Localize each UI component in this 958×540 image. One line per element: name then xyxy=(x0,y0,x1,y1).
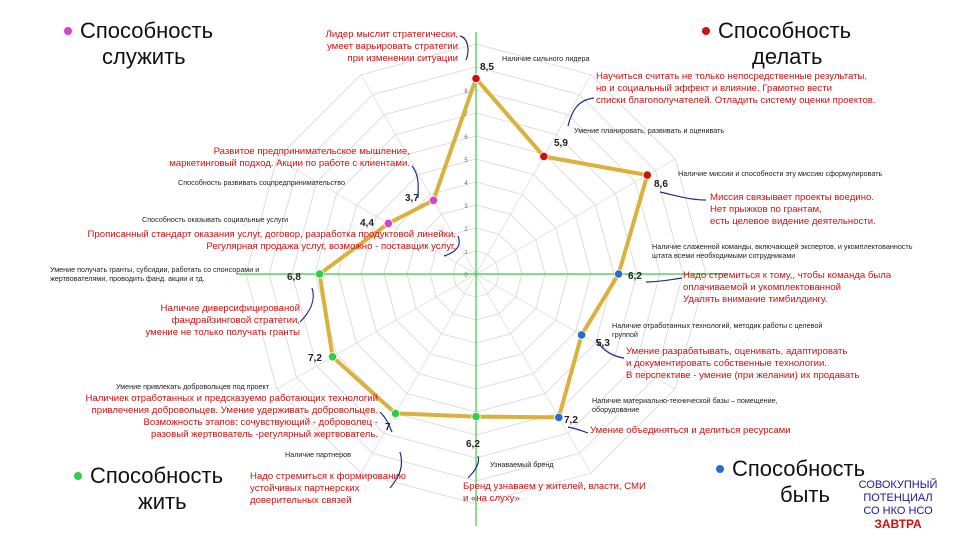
value-label: 7 xyxy=(385,422,391,433)
radial-tick-label: 5 xyxy=(464,158,468,164)
annotation-line: Умение разрабатывать, оценивать, адаптировать xyxy=(626,346,848,357)
radar-point xyxy=(472,412,480,420)
annotation-line: доверительных связей xyxy=(250,495,352,506)
annotation-line: привлечения добровольцев. Умение удерживать добровольцев. xyxy=(91,405,378,416)
annotation-text xyxy=(463,481,646,504)
annotation-line: Наличие диверсифицированой xyxy=(160,303,300,314)
annotation-line: умеет варьировать стратегии xyxy=(326,41,458,52)
radar-point xyxy=(429,196,437,204)
value-label: 6,8 xyxy=(287,272,301,283)
radar-point xyxy=(540,152,548,160)
radial-tick-label: 1 xyxy=(464,250,468,256)
axis-label xyxy=(490,460,554,469)
radar-point xyxy=(328,353,336,361)
annotation-leader xyxy=(468,456,479,478)
grid-spoke xyxy=(476,75,591,274)
annotation-line: Лидер мыслит стратегически, xyxy=(325,29,458,40)
annotation-line: фандрайзинговой стратегии, xyxy=(171,315,300,326)
annotation-line: Миссия связывает проекты воедино. xyxy=(710,192,875,203)
axis-label-line: Наличие сильного лидера xyxy=(502,54,590,63)
value-label: 4,4 xyxy=(360,218,374,229)
axis-label-line: Наличие миссии и способности эту миссию сформулировать xyxy=(678,169,883,178)
axis-label xyxy=(285,450,351,459)
axis-label xyxy=(652,242,913,260)
grid-spoke xyxy=(361,274,476,473)
annotation-text xyxy=(86,393,379,440)
grid-spoke xyxy=(476,274,591,473)
radial-tick-label: 6 xyxy=(464,135,468,141)
annotation-line: Развитое предпринимательское мышление, xyxy=(213,146,410,157)
axis-label-line: оборудование xyxy=(592,405,640,414)
corner-do-line1: Способность xyxy=(718,18,852,43)
annotation-line: разовый жертвователь -регулярный жертвователь. xyxy=(150,429,378,440)
corner-be-line1: Способность xyxy=(732,456,866,481)
annotation-text xyxy=(326,29,458,64)
radial-tick-label: 8 xyxy=(464,89,468,95)
axis-label-line: Наличие материально-технической базы – помещение, xyxy=(592,396,778,405)
value-label: 5,9 xyxy=(554,138,568,149)
annotation-leader xyxy=(300,288,313,322)
annotation-line: умение не только получать гранты xyxy=(145,327,300,338)
grid-spoke xyxy=(277,274,476,389)
corner-live-line2: жить xyxy=(138,489,187,514)
radar-point xyxy=(472,74,480,82)
radar-point xyxy=(614,270,622,278)
annotation-line: Возможность этапов: сочувствующий - доброволец - xyxy=(143,417,378,428)
radar-point xyxy=(315,270,323,278)
total-line1: СОВОКУПНЫЙ xyxy=(858,479,938,491)
annotation-text xyxy=(626,346,859,381)
annotation-leader xyxy=(568,98,594,126)
annotation-line: Научиться считать не только непосредственные результаты, xyxy=(596,71,868,82)
corner-be-line2: быть xyxy=(780,482,830,507)
radial-tick-label: 4 xyxy=(464,181,468,187)
value-label: 8,6 xyxy=(654,179,668,190)
annotation-line: Умение объединяться и делиться ресурсами xyxy=(590,425,791,436)
value-label: 6,2 xyxy=(628,271,642,282)
corner-serve-line2: служить xyxy=(102,44,186,69)
corner-serve-line1: Способность xyxy=(80,18,214,43)
axis-label-line: группой xyxy=(612,330,638,339)
annotation-text xyxy=(88,229,456,252)
annotation-text xyxy=(596,71,876,106)
corner-do-line2: делать xyxy=(752,44,823,69)
annotation-line: оплачиваемой и укомплектованной xyxy=(683,282,841,293)
annotation-text xyxy=(683,270,892,305)
corner-live-line1: Способность xyxy=(90,463,224,488)
radar-point xyxy=(577,331,585,339)
annotation-line: списки благополучателей. Отладить систему оценки проектов. xyxy=(596,95,876,106)
axis-label-line: Умение планировать, развивать и оценивать xyxy=(574,126,725,135)
axis-label xyxy=(50,265,259,283)
annotation-text xyxy=(590,425,791,436)
axis-label-line: Способность оказывать социальные услуги xyxy=(142,215,289,224)
annotation-line: Надо стремиться к тому,, чтобы команда была xyxy=(683,270,892,281)
radial-tick-label: 2 xyxy=(464,227,468,233)
radial-tick-label: 0 xyxy=(464,273,468,279)
grid-spoke xyxy=(277,159,476,274)
radar-point xyxy=(555,413,563,421)
axis-label-line: Способность развивать соцпредпринимательство xyxy=(178,178,346,187)
annotation-line: Бренд узнаваем у жителей, власти, СМИ xyxy=(463,481,646,492)
radar-point xyxy=(391,409,399,417)
annotation-line: Надо стремиться к формированию xyxy=(250,471,406,482)
annotation-line: и документировать собственные технологии. xyxy=(626,358,827,369)
axis-label xyxy=(116,382,270,391)
axis-label-line: Наличие партнеров xyxy=(285,450,351,459)
radial-tick-label: 7 xyxy=(464,112,468,118)
value-label: 6,2 xyxy=(466,439,480,450)
annotation-line: Прописанный стандарт оказания услуг, договор, разработка продуктовой линейки. xyxy=(87,229,456,240)
annotation-text xyxy=(250,471,406,506)
axis-label-line: жертвователями, проводить фанд. акции и тд. xyxy=(50,274,205,283)
annotation-line: устойчивых партнерских xyxy=(250,483,360,494)
axis-label xyxy=(678,169,883,178)
annotation-line: Наличиек отработанных и предсказуемо работающих технологий xyxy=(85,393,378,404)
axis-label xyxy=(502,54,590,63)
annotation-text xyxy=(710,192,876,227)
annotation-text xyxy=(169,146,410,169)
axis-label-line: Умение получать гранты, субсидии, работать со спонсорами и xyxy=(50,265,260,274)
axis-label-line: штата всеми необходимыми сотрудниками xyxy=(652,251,796,260)
value-label: 5,3 xyxy=(596,338,610,349)
annotation-leader xyxy=(646,278,682,282)
annotation-line: Нет прыжков по грантам, xyxy=(710,204,822,215)
annotation-line: и «на слуху» xyxy=(463,493,520,504)
total-line4: ЗАВТРА xyxy=(874,517,922,531)
value-label: 7,2 xyxy=(564,415,578,426)
annotation-line: маркетинговый подход. Акции по работе с клиентами. xyxy=(169,158,410,169)
total-line2: ПОТЕНЦИАЛ xyxy=(863,492,933,504)
axis-label xyxy=(142,215,288,224)
axis-label xyxy=(592,396,778,414)
annotation-leader xyxy=(660,192,706,200)
value-label: 3,7 xyxy=(405,193,419,204)
radial-tick-label: 3 xyxy=(464,204,468,210)
value-label: 7,2 xyxy=(308,353,322,364)
axis-label-line: Наличие отработанных технологий, методик работы с целевой xyxy=(612,321,823,330)
annotation-line: но и социальный эффект и влияние. Грамотно вести xyxy=(596,83,832,94)
annotation-line: Регулярная продажа услуг, возможно - поставщик услуг. xyxy=(206,241,456,252)
annotation-line: при изменении ситуации xyxy=(347,53,458,64)
annotation-text xyxy=(145,303,300,338)
axis-label xyxy=(178,178,345,187)
annotation-line: Удалять внимание тимбилдингу. xyxy=(683,294,828,305)
value-label: 8,5 xyxy=(480,62,494,73)
axis-label-line: Умение привлекать добровольцев под проект xyxy=(116,382,270,391)
radar-point xyxy=(643,171,651,179)
axis-label-line: Наличие слаженной команды, включающей экспертов, и укомплектованность xyxy=(652,242,913,251)
annotation-line: есть целевое видение деятельности. xyxy=(710,216,876,227)
radar-point xyxy=(384,219,392,227)
total-line3: СО НКО НСО xyxy=(863,505,933,517)
axis-label-line: Узнаваемый бренд xyxy=(490,460,554,469)
axis-label xyxy=(574,126,724,135)
annotation-line: В перспективе - умение (при желании) их продавать xyxy=(626,370,860,381)
